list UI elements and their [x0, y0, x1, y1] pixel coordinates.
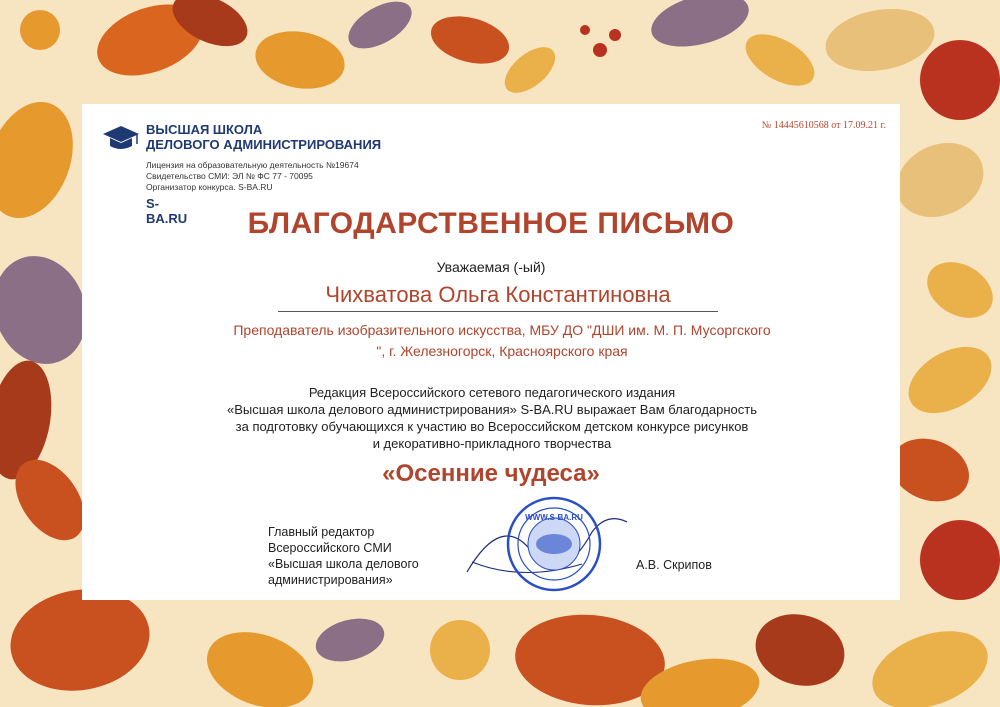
salutation: Уважаемая (-ый): [436, 259, 546, 275]
editor-title: Главный редактор Всероссийского СМИ «Высшая школа делового администрирования»: [268, 525, 419, 587]
organizer-text: Организатор конкурса. S-BA.RU: [146, 182, 273, 192]
certificate-card: [82, 104, 900, 600]
contest-name: «Осенние чудеса»: [382, 460, 600, 487]
organization-details: [146, 160, 446, 193]
license-text: Лицензия на образовательную деятельность №19674: [146, 160, 359, 170]
signer-name: А.В. Скрипов: [636, 558, 712, 572]
site-link[interactable]: S-BA.RU: [146, 196, 188, 226]
organization-name: ВЫСШАЯ ШКОЛА ДЕЛОВОГО АДМИНИСТРИРОВАНИЯ: [146, 122, 382, 152]
document-title: БЛАГОДАРСТВЕННОЕ ПИСЬМО: [247, 207, 735, 240]
stamp-site: WWW.S-BA.RU: [525, 513, 583, 522]
gratitude-text: Редакция Всероссийского сетевого педагогического издания «Высшая школа делового администрирования» S-BA.RU выражает Вам благодарность за подготовку обучающихся к участию во Всероссийском детском конкурсе рисунков и декоративно-прикладного творчества: [226, 385, 758, 451]
media-certificate-text: Свидетельство СМИ: ЭЛ № ФС 77 - 70095: [146, 171, 313, 181]
recipient-name: Чихватова Ольга Константиновна: [278, 282, 718, 312]
official-stamp: [462, 492, 632, 592]
graduation-cap-icon: [102, 124, 140, 152]
recipient-position: Преподаватель изобразительного искусства, МБУ ДО "ДШИ им. М. П. Мусоргского ", г. Железногорск, Красноярского края: [233, 322, 771, 359]
document-number: № 14445610568 от 17.09.21 г.: [761, 120, 886, 131]
